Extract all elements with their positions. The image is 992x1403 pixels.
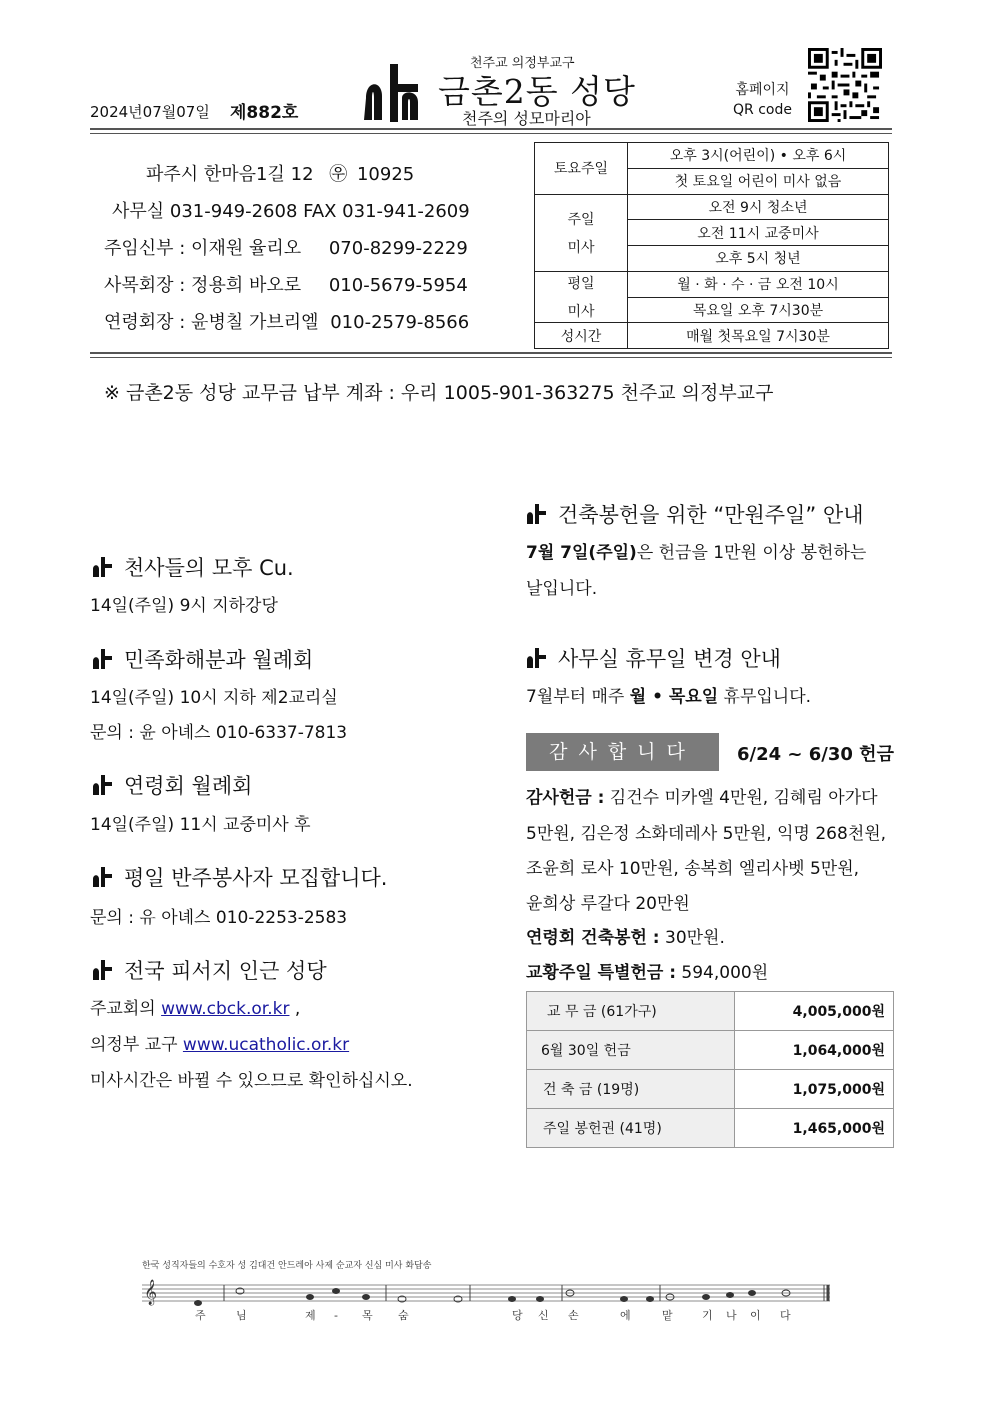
- cross-bullet-icon: [92, 556, 114, 578]
- lyric-syllable: 주: [195, 1309, 206, 1322]
- section-building-sunday-title: [526, 499, 864, 529]
- cross-bullet-icon: [92, 959, 114, 981]
- thanks-line-4: 윤희상 루갈다 20만원: [526, 894, 690, 914]
- cross-bullet-icon: [92, 648, 114, 670]
- thanks-line-1: [526, 783, 878, 808]
- offering-amount: 1,465,000원: [735, 1109, 894, 1148]
- lyric-syllable: 이: [750, 1309, 761, 1322]
- office-phone: 사무실 031-949-2608 FAX 031-941-2609: [112, 201, 470, 222]
- council-head-name: 사목회장 : 정용희 바오로: [104, 275, 302, 296]
- homepage-qr-label: [733, 80, 792, 120]
- building-sunday-line-1: [526, 538, 866, 563]
- pastor-phone: 070-8299-2229: [328, 238, 468, 259]
- section-office-closing-title: [526, 643, 781, 673]
- homepage-label: 홈페이지: [735, 82, 790, 98]
- section-vacation-churches-title: [92, 955, 327, 985]
- header-divider-thin: [90, 133, 892, 134]
- section-title-text: 사무실 휴무일 변경 안내: [558, 647, 781, 671]
- weekday-mass-1: 월 · 화 · 수 · 금 오전 10시: [628, 271, 889, 297]
- schedule-divider-thin: [90, 357, 892, 358]
- cross-bullet-icon: [92, 774, 114, 796]
- council-head-phone: 010-5679-5954: [328, 275, 468, 296]
- office-closing-line: [526, 682, 811, 707]
- diocese-name: 천주교 의정부교구: [470, 56, 575, 71]
- header-divider: [90, 128, 892, 130]
- sunday-label-2: 미사: [567, 239, 595, 256]
- pope-sunday-amount: 594,000원: [676, 963, 769, 983]
- saturday-label: 토요주일: [535, 143, 628, 195]
- thanks-line-2: 5만원, 김은정 소화데레사 5만원, 익명 268천원,: [526, 824, 887, 844]
- thanks-line-1-text: 김건수 미카엘 4만원, 김혜림 아가다: [604, 788, 878, 808]
- treble-clef-icon: 𝄞: [144, 1280, 158, 1305]
- address: 파주시 한마음1길 12: [146, 164, 314, 185]
- sunday-label-1: 주일: [567, 211, 595, 228]
- offering-label: 교 무 금 (61가구): [527, 992, 735, 1031]
- elder-line: [104, 308, 469, 334]
- qr-label: QR code: [733, 102, 792, 118]
- account-notice: ※ 금촌2동 성당 교무금 납부 계좌 : 우리 1005-901-363275 천주교 의정부교구: [104, 382, 774, 404]
- thanks-line-3: 조윤희 로사 10만원, 송복희 엘리사벳 5만원,: [526, 859, 860, 879]
- elders-building-amount: 30만원.: [659, 928, 725, 948]
- psalm-title: 한국 성직자들의 수호자 성 김대건 안드레아 사제 순교자 신심 미사 화답송: [142, 1261, 432, 1271]
- lyric-syllable: 목: [362, 1309, 373, 1322]
- elders-building-offering: [526, 923, 725, 948]
- cross-bullet-icon: [526, 503, 548, 525]
- cbck-line: [90, 994, 300, 1019]
- reconciliation-line-1: 14일(주일) 10시 지하 제2교리실: [90, 688, 338, 708]
- lyric-syllable: 신: [538, 1309, 549, 1322]
- cross-bullet-icon: [526, 647, 548, 669]
- cbck-prefix: 주교회의: [90, 999, 162, 1019]
- ucatholic-prefix: 의정부 교구: [90, 1035, 183, 1055]
- sunday-mass-1: 오전 9시 청소년: [628, 194, 889, 220]
- building-sunday-line-2: 날입니다.: [526, 579, 598, 599]
- section-title-text: 평일 반주봉사자 모집합니다.: [124, 866, 388, 890]
- address-line: [146, 160, 414, 186]
- church-patron: 천주의 성모마리아: [462, 109, 591, 128]
- reconciliation-line-2: 문의 : 윤 아녜스 010-6337-7813: [90, 723, 348, 743]
- cross-bullet-icon: [92, 866, 114, 888]
- elder-head-phone: 010-2579-8566: [330, 312, 470, 333]
- issue-date: 2024년07월07일: [90, 103, 210, 121]
- postal-icon: ㉾: [329, 164, 348, 185]
- office-closing-text-b: 휴무입니다.: [718, 687, 812, 707]
- section-title-text: 민족화해분과 월례회: [124, 648, 314, 672]
- cbck-suffix: ,: [289, 999, 301, 1019]
- building-sunday-date: 7월 7일(주일): [526, 543, 637, 563]
- offering-label: 건 축 금 (19명): [527, 1070, 735, 1109]
- lyric-syllable: 님: [236, 1309, 247, 1322]
- lyric-syllable: 기: [702, 1309, 713, 1322]
- table-row: [527, 1031, 894, 1070]
- lyric-syllable: 맡: [662, 1309, 673, 1322]
- weekday-label-2: 미사: [567, 304, 595, 320]
- church-logo-icon: [360, 62, 424, 124]
- holy-hour-label: 성시간: [535, 323, 628, 349]
- sunday-mass-2: 오전 11시 교중미사: [628, 220, 889, 246]
- pastor-line: [104, 234, 468, 260]
- angels-line-1: 14일(주일) 9시 지하강당: [90, 596, 278, 616]
- offering-amount: 1,064,000원: [735, 1031, 894, 1070]
- office-closing-days: 월 • 목요일: [629, 687, 719, 707]
- lyric-syllable: 손: [568, 1309, 579, 1322]
- mass-schedule-table: [534, 142, 889, 349]
- thanks-banner: 감사합니다: [526, 733, 719, 771]
- holy-hour-time: 매월 첫목요일 7시30분: [628, 323, 889, 349]
- section-reconciliation-title: [92, 644, 313, 674]
- table-row: [527, 1070, 894, 1109]
- section-angels-title: [92, 552, 294, 582]
- cbck-link[interactable]: www.cbck.or.kr: [161, 999, 290, 1019]
- lyric-syllable: 당: [512, 1309, 523, 1322]
- ucatholic-line: [90, 1030, 349, 1055]
- lyric-syllable: 에: [620, 1309, 631, 1322]
- qr-code-icon[interactable]: [807, 48, 883, 122]
- accompanist-line-1: 문의 : 유 아녜스 010-2253-2583: [90, 908, 348, 928]
- weekday-mass-2: 목요일 오후 7시30분: [628, 297, 889, 323]
- elders-building-label: 연령회 건축봉헌 :: [526, 928, 660, 948]
- vacation-note: 미사시간은 바뀔 수 있으므로 확인하십시오.: [90, 1071, 413, 1091]
- section-title-text: 연령회 월례회: [124, 774, 253, 798]
- lyric-syllable: 다: [780, 1309, 791, 1322]
- weekday-label-1: 평일: [567, 276, 595, 292]
- issue-number: 제882호: [230, 103, 299, 123]
- section-accompanist-title: [92, 862, 387, 892]
- lyric-syllable: 제: [305, 1309, 316, 1322]
- offering-table: [526, 991, 894, 1148]
- table-row: [527, 1109, 894, 1148]
- section-elders-title: [92, 770, 252, 800]
- section-title-text: 건축봉헌을 위한 “만원주일” 안내: [558, 503, 864, 527]
- offering-label: 6월 30일 헌금: [527, 1031, 735, 1070]
- building-sunday-text: 은 헌금을 1만원 이상 봉헌하는: [636, 543, 867, 563]
- offering-amount: 1,075,000원: [735, 1070, 894, 1109]
- lyric-syllable: -: [334, 1309, 338, 1322]
- council-line: [104, 271, 468, 297]
- thanks-offering-label: 감사헌금 :: [526, 788, 605, 808]
- saturday-mass-1: 오후 3시(어린이) • 오후 6시: [628, 143, 889, 169]
- offering-amount: 4,005,000원: [735, 992, 894, 1031]
- lyric-syllable: 나: [726, 1309, 737, 1322]
- staff-lines: [142, 1285, 830, 1301]
- lyric-syllable: 숨: [398, 1309, 409, 1322]
- psalm-score: [140, 1247, 900, 1337]
- sunday-mass-3: 오후 5시 청년: [628, 246, 889, 272]
- pastor-name: 주임신부 : 이재원 율리오: [104, 238, 302, 259]
- elder-head-name: 연령회장 : 윤병칠 가브리엘: [104, 312, 319, 333]
- section-title-text: 전국 피서지 인근 성당: [124, 959, 327, 983]
- office-closing-text-a: 7월부터 매주: [526, 687, 630, 707]
- table-row: [527, 992, 894, 1031]
- weekday-label: [535, 271, 628, 323]
- saturday-mass-2: 첫 토요일 어린이 미사 없음: [628, 168, 889, 194]
- pope-sunday-offering: [526, 958, 768, 983]
- schedule-divider: [90, 352, 892, 354]
- postal-code: 10925: [356, 164, 415, 185]
- section-title-text: 천사들의 모후 Cu.: [124, 556, 294, 580]
- lyrics: [195, 1308, 791, 1322]
- sunday-label: [535, 194, 628, 271]
- elders-line-1: 14일(주일) 11시 교중미사 후: [90, 815, 311, 835]
- thanks-date-range: 6/24 ~ 6/30 헌금: [737, 744, 894, 765]
- church-name: 금촌2동 성당: [438, 72, 636, 111]
- pope-sunday-label: 교황주일 특별헌금 :: [526, 963, 677, 983]
- ucatholic-link[interactable]: www.ucatholic.or.kr: [182, 1035, 350, 1055]
- offering-label: 주일 봉헌권 (41명): [527, 1109, 735, 1148]
